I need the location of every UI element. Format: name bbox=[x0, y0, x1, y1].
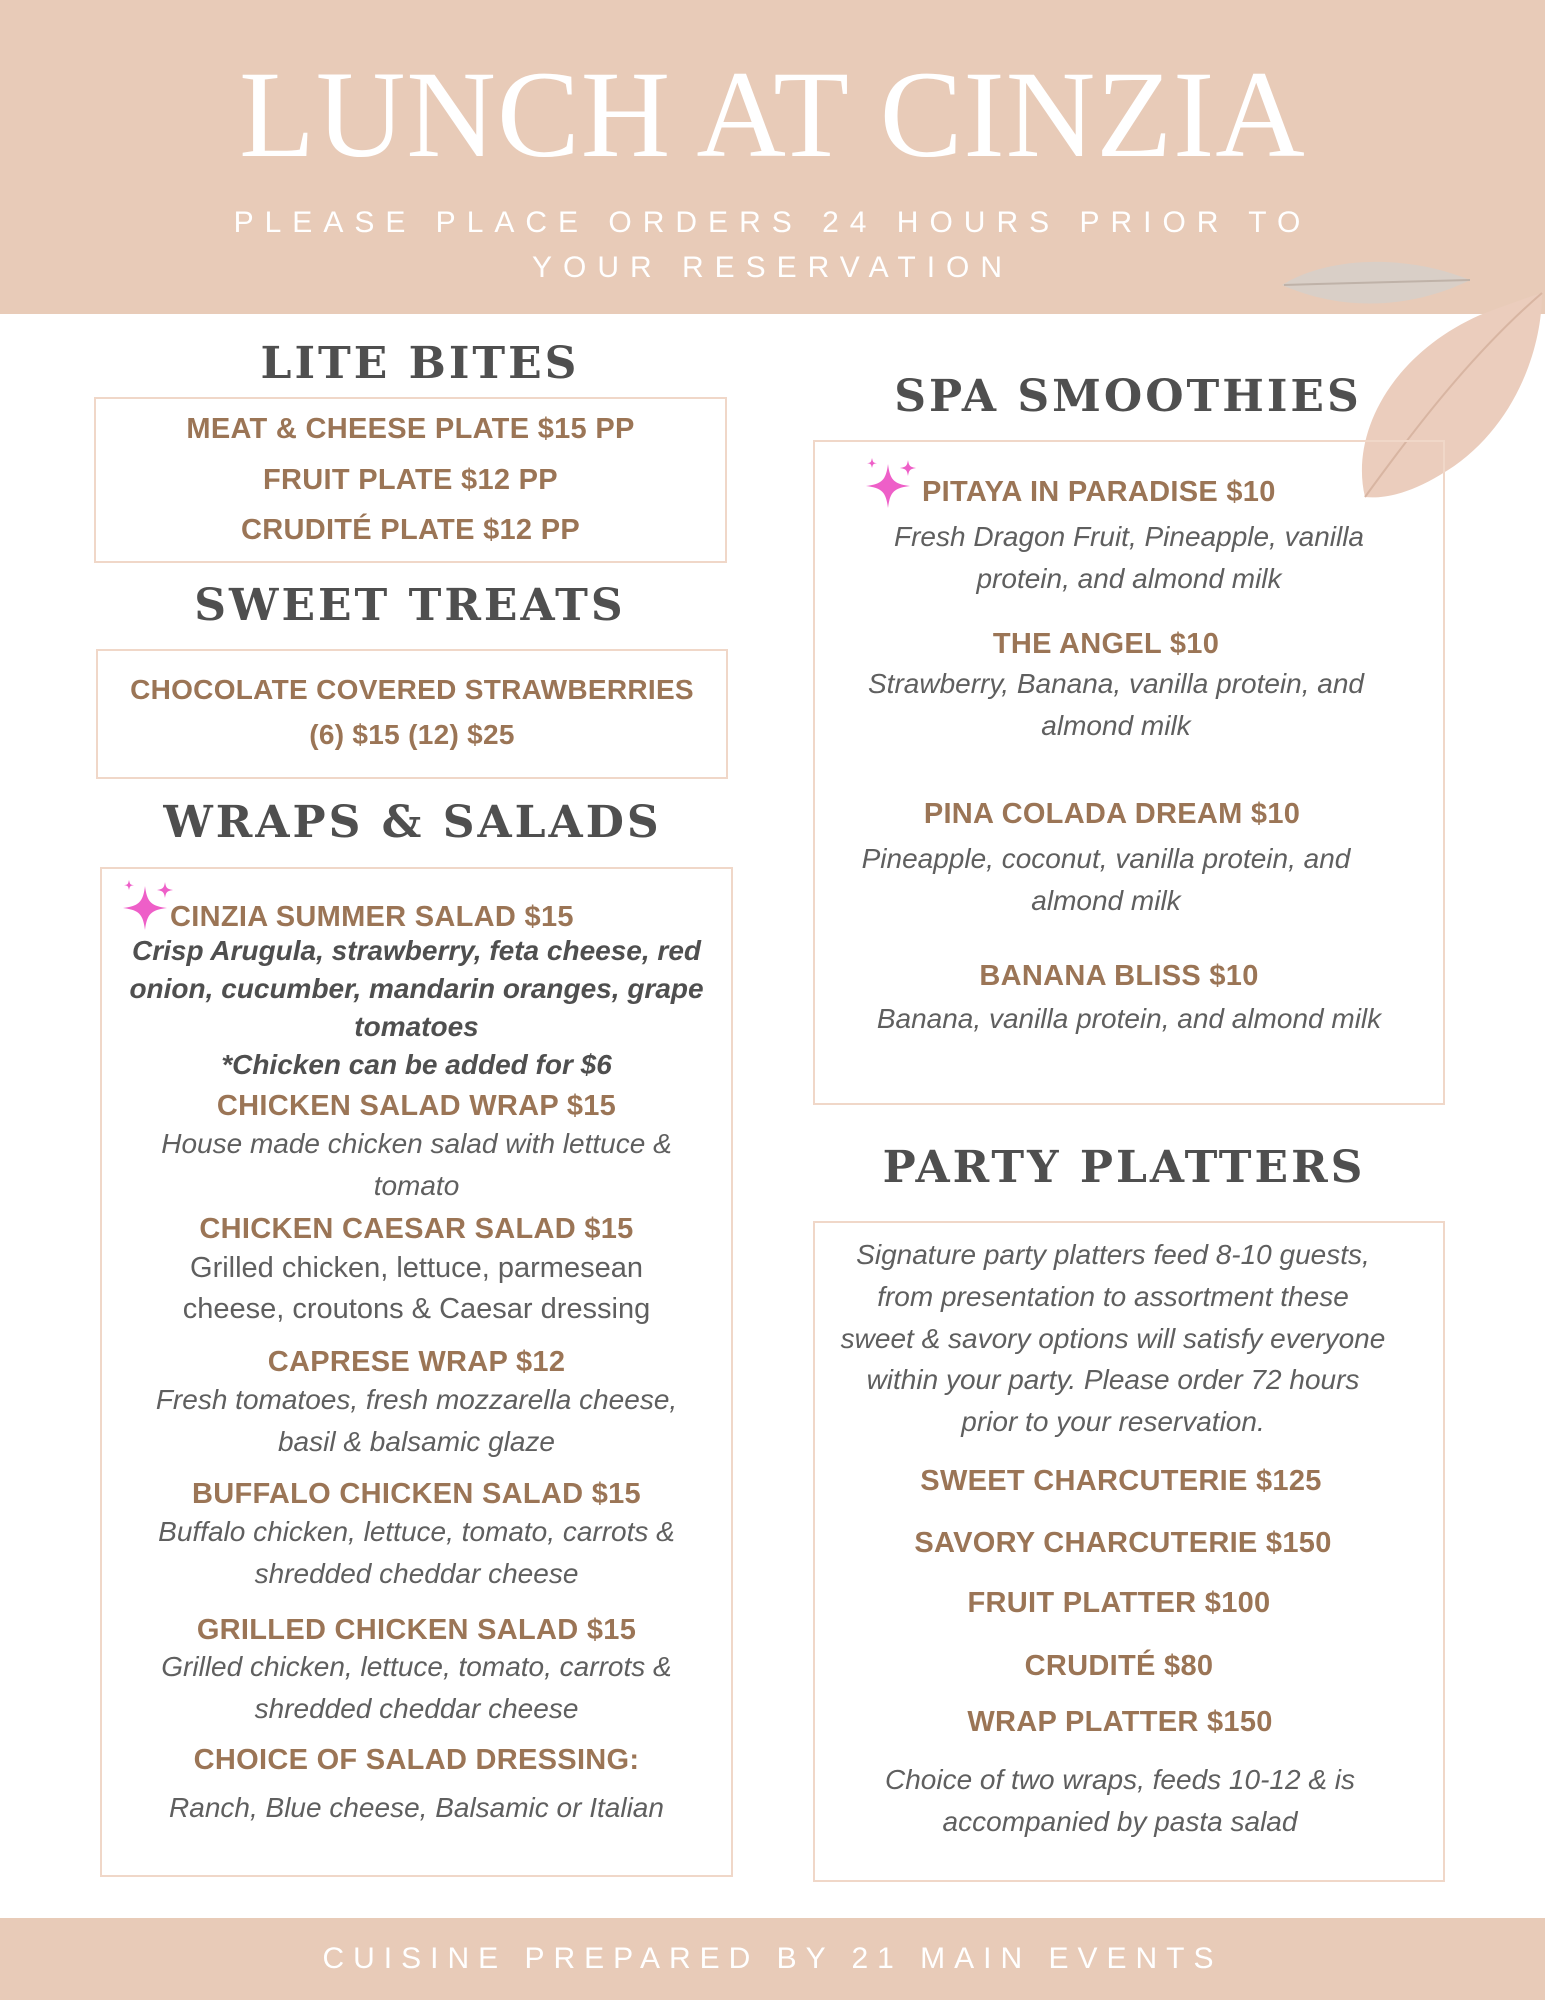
chicken-wrap-name: CHICKEN SALAD WRAP $15 bbox=[216, 1090, 617, 1122]
page-title: LUNCH AT CINZIA bbox=[239, 46, 1306, 183]
summer-salad-name: CINZIA SUMMER SALAD $15 bbox=[170, 901, 574, 933]
spa-smoothies-heading: SPA SMOOTHIES bbox=[894, 371, 1362, 422]
party-item: SWEET CHARCUTERIE $125 bbox=[920, 1465, 1322, 1497]
party-item: CRUDITÉ $80 bbox=[1024, 1650, 1214, 1682]
lite-bite-item: MEAT & CHEESE PLATE $15 PP bbox=[186, 413, 635, 445]
angel-desc: Strawberry, Banana, vanilla protein, and bbox=[868, 668, 1364, 699]
pitaya-desc: Fresh Dragon Fruit, Pineapple, vanilla bbox=[893, 521, 1364, 552]
party-intro: within your party. Please order 72 hours bbox=[866, 1364, 1360, 1395]
order-notice-line2: YOUR RESERVATION bbox=[531, 251, 1014, 284]
summer-salad-desc: Crisp Arugula, strawberry, feta cheese, red bbox=[131, 935, 702, 966]
caprese-desc: Fresh tomatoes, fresh mozzarella cheese, bbox=[155, 1384, 678, 1415]
angel-name: THE ANGEL $10 bbox=[992, 628, 1220, 660]
summer-salad-desc: onion, cucumber, mandarin oranges, grape bbox=[129, 973, 704, 1004]
pina-desc: Pineapple, coconut, vanilla protein, and bbox=[861, 843, 1351, 874]
caprese-name: CAPRESE WRAP $12 bbox=[267, 1346, 566, 1378]
grilled-desc: Grilled chicken, lettuce, tomato, carrots & bbox=[161, 1651, 672, 1682]
party-item: WRAP PLATTER $150 bbox=[967, 1706, 1273, 1738]
pitaya-desc: protein, and almond milk bbox=[976, 563, 1282, 594]
summer-salad-note: *Chicken can be added for $6 bbox=[221, 1049, 612, 1080]
pina-name: PINA COLADA DREAM $10 bbox=[923, 798, 1301, 830]
pina-desc: almond milk bbox=[1031, 885, 1181, 916]
banana-desc: Banana, vanilla protein, and almond milk bbox=[876, 1003, 1382, 1034]
party-platters-heading: PARTY PLATTERS bbox=[882, 1142, 1366, 1193]
lite-bites-heading: LITE BITES bbox=[260, 338, 580, 389]
grilled-desc: shredded cheddar cheese bbox=[254, 1693, 579, 1724]
wrap-platter-desc: accompanied by pasta salad bbox=[942, 1806, 1298, 1837]
party-intro: from presentation to assortment these bbox=[877, 1281, 1349, 1312]
sweet-treat-item: CHOCOLATE COVERED STRAWBERRIES bbox=[130, 674, 694, 705]
chicken-wrap-desc: House made chicken salad with lettuce & bbox=[161, 1128, 672, 1159]
party-intro: prior to your reservation. bbox=[961, 1406, 1265, 1437]
dressing-options: Ranch, Blue cheese, Balsamic or Italian bbox=[169, 1792, 664, 1823]
buffalo-name: BUFFALO CHICKEN SALAD $15 bbox=[192, 1478, 641, 1510]
chicken-wrap-desc: tomato bbox=[373, 1170, 460, 1201]
sweet-treats-box bbox=[96, 649, 728, 779]
sweet-treats-heading: SWEET TREATS bbox=[194, 580, 626, 631]
order-notice-line1: PLEASE PLACE ORDERS 24 HOURS PRIOR TO bbox=[233, 206, 1312, 239]
caesar-desc: Grilled chicken, lettuce, parmesean bbox=[190, 1252, 643, 1284]
wraps-salads-heading: WRAPS & SALADS bbox=[163, 797, 662, 848]
lite-bite-item: CRUDITÉ PLATE $12 PP bbox=[240, 514, 581, 546]
buffalo-desc: Buffalo chicken, lettuce, tomato, carrots & bbox=[158, 1516, 675, 1547]
angel-desc: almond milk bbox=[1041, 710, 1191, 741]
pitaya-name: PITAYA IN PARADISE $10 bbox=[922, 476, 1276, 508]
party-intro: sweet & savory options will satisfy everyone bbox=[840, 1323, 1386, 1354]
caesar-name: CHICKEN CAESAR SALAD $15 bbox=[199, 1213, 634, 1245]
lite-bite-item: FRUIT PLATE $12 PP bbox=[263, 464, 558, 496]
wrap-platter-desc: Choice of two wraps, feeds 10-12 & is bbox=[884, 1764, 1355, 1795]
sparkle-icon bbox=[858, 458, 922, 514]
dressing-heading: CHOICE OF SALAD DRESSING: bbox=[193, 1744, 640, 1776]
footer-credit: CUISINE PREPARED BY 21 MAIN EVENTS bbox=[322, 1942, 1223, 1975]
footer-banner bbox=[0, 1918, 1545, 2000]
buffalo-desc: shredded cheddar cheese bbox=[254, 1558, 579, 1589]
banana-name: BANANA BLISS $10 bbox=[979, 960, 1259, 992]
party-item: SAVORY CHARCUTERIE $150 bbox=[914, 1527, 1332, 1559]
caesar-desc: cheese, croutons & Caesar dressing bbox=[182, 1293, 651, 1325]
grilled-name: GRILLED CHICKEN SALAD $15 bbox=[196, 1614, 637, 1646]
sweet-treat-price: (6) $15 (12) $25 bbox=[309, 719, 515, 750]
party-intro: Signature party platters feed 8-10 guests, bbox=[856, 1239, 1370, 1270]
summer-salad-desc: tomatoes bbox=[354, 1011, 479, 1042]
caprese-desc: basil & balsamic glaze bbox=[277, 1426, 556, 1457]
party-item: FRUIT PLATTER $100 bbox=[967, 1587, 1271, 1619]
